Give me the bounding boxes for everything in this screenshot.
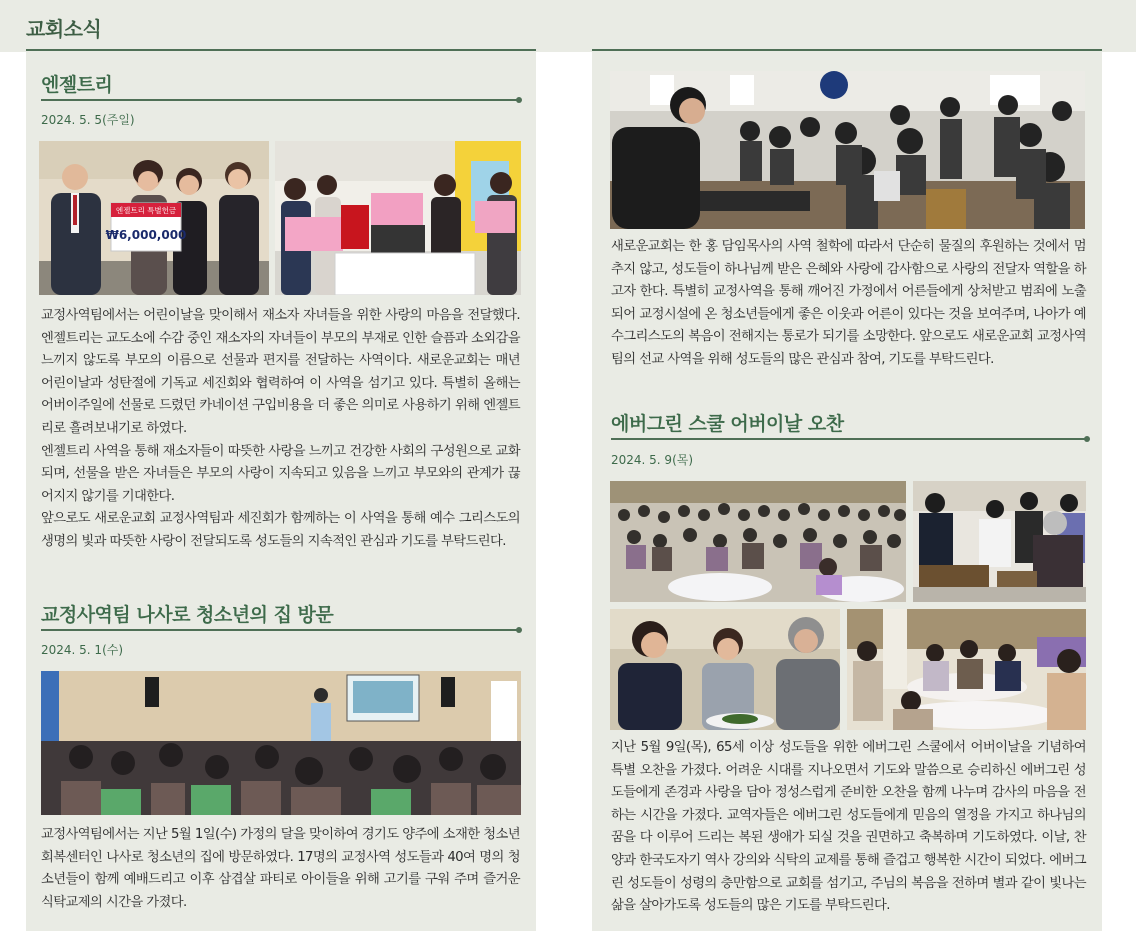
nasaro-photo-worship bbox=[41, 671, 521, 815]
donation-sign-label: 엔젤트리 특별헌금 bbox=[115, 206, 177, 215]
evergreen-body: 지난 5월 9일(목), 65세 이상 성도들을 위한 에버그린 스쿨에서 어버이날을 기념하여 특별 오찬을 가졌다. 어려운 시대를 지나오면서 기도와 말씀으로 승리하신 에버그린 성도들에게 존경과 사랑을 담아 정성스럽게 준비한 오찬을 함께 나누며 감사의 마음을 전하는 시간을 가졌다. 교역자들은 에버그린 성도들에게 믿음의 열정을 가지고 하나님의 꿈을 다 이루어 드리는 복된 생애가 되실 것을 권면하고 축복하며 기도하였다. 이날, 찬양과 한국도자기 역사 강의와 식탁의 교제를 통해 즐겁고 행복한 시간이 되었다. 에버그린 성도들이 성령의 충만함으로 교회를 섬기고, 주님의 복음을 전하며 별과 같이 빛나는 삶을 살아가도록 성도들의 많은 기도를 부탁드린다. bbox=[611, 740, 1086, 914]
donation-sign-amount: ₩6,000,000 bbox=[105, 228, 187, 242]
rule-dot bbox=[1084, 436, 1090, 442]
angel-tree-date: 2024. 5. 5(주일) bbox=[41, 113, 135, 127]
rule-dot bbox=[516, 97, 522, 103]
section-title: 교회소식 bbox=[26, 17, 102, 41]
top-bar bbox=[0, 0, 1136, 52]
angel-tree-photo-group bbox=[39, 141, 269, 295]
evergreen-title: 에버그린 스쿨 어버이날 오찬 bbox=[611, 413, 844, 435]
nasaro-title: 교정사역팀 나사로 청소년의 집 방문 bbox=[41, 604, 334, 626]
angel-tree-photo-gifts bbox=[275, 141, 521, 295]
evergreen-photo-buffet bbox=[913, 481, 1086, 602]
angel-tree-body: 교정사역팀에서는 어린이날을 맞이해서 재소자 자녀들을 위한 사랑의 마음을 전달했다. 엔젤트리는 교도소에 수감 중인 재소자의 자녀들이 부모의 부재로 인한 슬픔과 소외감을 느끼지 않도록 부모의 이름으로 선물과 편지를 전달하는 사역이다. 새로운교회는 매년 어린이날과 성탄절에 기독교 세진회와 협력하여 이 사역을 섬기고 있다. 특별히 올해는 어버이주일에 선물로 드렸던 카네이션 구입비용을 더 좋은 의미로 사용하기 위해 엔젤트리로 흘려보내기로 하였다. 엔젤트리 사역을 통해 재소자들이 따뜻한 사랑을 느끼고 건강한 사회의 구성원으로 교화되며, 선물을 받은 자녀들은 부모의 사랑이 지속되고 있음을 느끼고 부모와의 관계가 끊어지지 않기를 기대한다. 앞으로도 새로운교회 교정사역팀과 세진회가 함께하는 이 사역을 통해 예수 그리스도의 생명의 빛과 따뜻한 사랑이 전달되도록 성도들의 지속적인 관심과 기도를 부탁드린다. bbox=[41, 308, 520, 549]
evergreen-photo-tables bbox=[847, 609, 1086, 730]
nasaro-photo-party bbox=[610, 71, 1085, 229]
nasaro-date: 2024. 5. 1(수) bbox=[41, 643, 124, 657]
evergreen-photo-serving bbox=[610, 609, 840, 730]
angel-tree-title: 엔젤트리 bbox=[41, 74, 113, 96]
evergreen-photo-crowd bbox=[610, 481, 906, 602]
nasaro-body: 교정사역팀에서는 지난 5월 1일(수) 가정의 달을 맞이하여 경기도 양주에 소재한 청소년 회복센터인 나사로 청소년의 집에 방문하였다. 17명의 교정사역 성도들과 40여 명의 청소년들이 함께 예배드리고 이후 삼겹살 파티로 아이들을 위해 고기를 구워 주며 즐거운 식탁교제의 시간을 가졌다. bbox=[41, 827, 520, 910]
evergreen-date: 2024. 5. 9(목) bbox=[611, 453, 694, 467]
angel-tree-rule bbox=[41, 99, 519, 101]
rule-dot bbox=[516, 627, 522, 633]
nasaro-rule bbox=[41, 629, 519, 631]
evergreen-rule bbox=[611, 438, 1087, 440]
nasaro-continued-body: 새로운교회는 한 홍 담임목사의 사역 철학에 따라서 단순히 물질의 후원하는 것에서 멈추지 않고, 성도들이 하나님께 받은 은혜와 사랑에 감사함으로 사랑의 전달자 역할을 하고자 한다. 특별히 교정사역을 통해 깨어진 가정에서 어른들에게 상처받고 범죄에 노출되어 교정시설에 온 청소년들에게 좋은 이웃과 어른이 있다는 것을 보여주며, 나아가 예수그리스도의 복음이 전해지는 통로가 되기를 소망한다. 앞으로도 새로운교회 교정사역팀의 선교 사역을 위해 성도들의 많은 관심과 참여, 기도를 부탁드린다. bbox=[611, 239, 1086, 367]
